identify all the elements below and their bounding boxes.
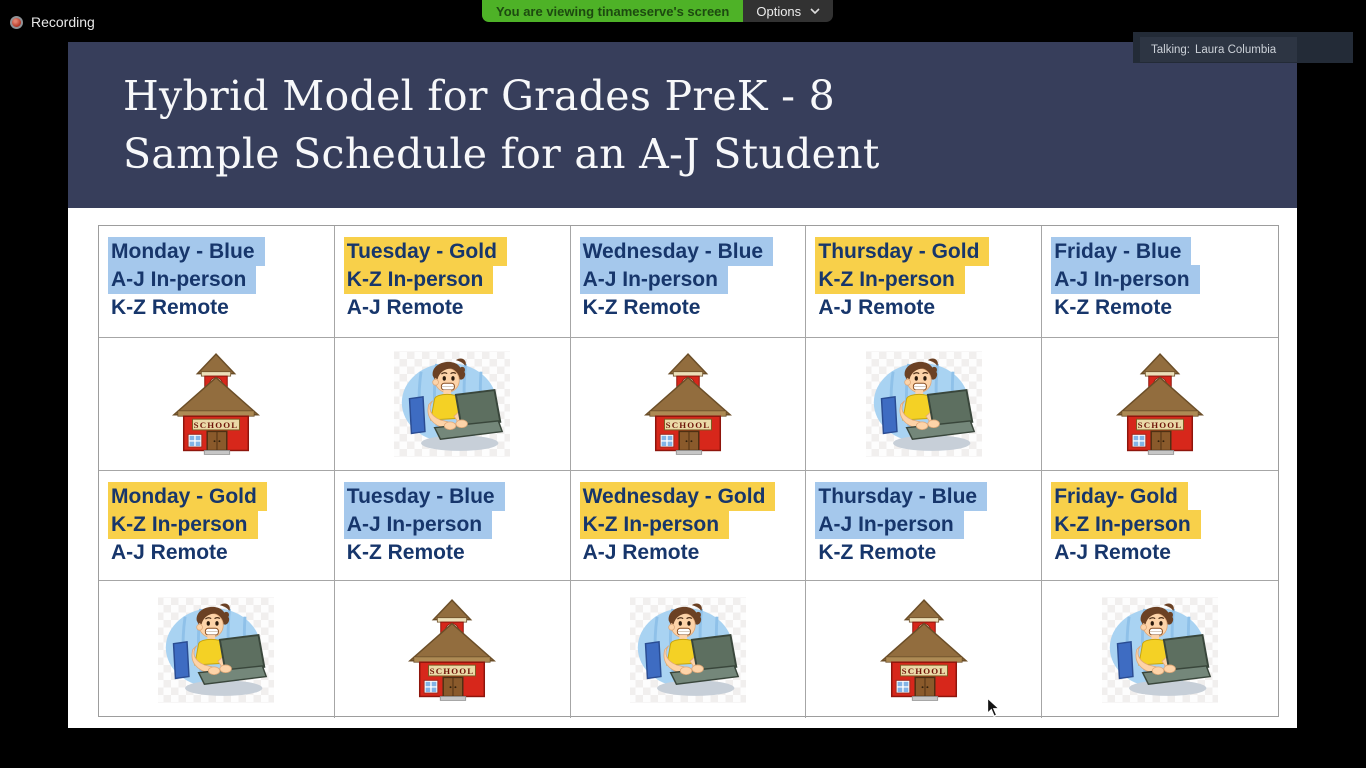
schedule-line: Wednesday - Gold [583, 483, 798, 511]
schedule-cell [1042, 581, 1278, 718]
schedule-line: K-Z Remote [1054, 296, 1173, 319]
student-laptop-icon [1102, 597, 1218, 703]
schedule-cell [1042, 338, 1278, 471]
schedule-line: A-J Remote [582, 541, 700, 564]
options-label: Options [756, 3, 802, 19]
schedule-line: A-J Remote [818, 296, 936, 319]
schedule-line: A-J Remote [1054, 541, 1171, 564]
student-laptop-icon [866, 351, 982, 457]
svg-text:SCHOOL: SCHOOL [429, 665, 475, 676]
student-laptop-icon [158, 597, 274, 703]
schedule-cell [806, 581, 1042, 718]
school-house-icon [643, 353, 733, 455]
chevron-down-icon [810, 8, 820, 14]
screen-share-banner [482, 0, 833, 22]
talking-label: Talking: [1151, 43, 1190, 56]
schedule-cell [335, 581, 571, 718]
schedule-line: K-Z In-person [347, 266, 562, 294]
school-house-icon [407, 599, 497, 701]
schedule-line: Friday- Gold [1054, 483, 1270, 511]
talking-indicator [1140, 37, 1297, 62]
schedule-cell [335, 226, 571, 338]
svg-text:SCHOOL: SCHOOL [665, 419, 711, 430]
schedule-cell [571, 471, 807, 581]
schedule-line: Wednesday - Blue [583, 238, 798, 266]
recording-dot-icon [10, 16, 23, 29]
schedule-line: Friday - Blue [1054, 238, 1270, 266]
student-laptop-icon [394, 351, 510, 457]
schedule-cell [99, 338, 335, 471]
slide-title-banner [68, 42, 1297, 208]
schedule-line: Thursday - Gold [818, 238, 1033, 266]
student-laptop-icon [630, 597, 746, 703]
school-house-icon [171, 353, 261, 455]
svg-text:SCHOOL: SCHOOL [1137, 419, 1183, 430]
presentation-slide [68, 42, 1297, 728]
schedule-cell [99, 471, 335, 581]
schedule-line: A-J In-person [818, 511, 1033, 539]
schedule-line: Monday - Blue [111, 238, 326, 266]
schedule-cell [571, 581, 807, 718]
schedule-line: A-J In-person [347, 511, 562, 539]
recording-label: Recording [31, 14, 95, 30]
schedule-cell [1042, 226, 1278, 338]
schedule-line: A-J Remote [346, 296, 464, 319]
schedule-cell [1042, 471, 1278, 581]
slide-title [68, 42, 1297, 183]
svg-text:SCHOOL: SCHOOL [194, 419, 239, 430]
participant-video-thumbnail [1133, 32, 1353, 63]
schedule-cell [571, 226, 807, 338]
schedule-line: K-Z In-person [818, 266, 1033, 294]
schedule-cell [806, 471, 1042, 581]
schedule-table [98, 225, 1279, 717]
schedule-line: K-Z Remote [582, 296, 701, 319]
schedule-line: K-Z In-person [583, 511, 798, 539]
svg-text:SCHOOL: SCHOOL [901, 665, 947, 676]
schedule-line: Tuesday - Gold [347, 238, 562, 266]
slide-title-line1: Hybrid Model for Grades PreK - 8 [123, 72, 836, 120]
schedule-line: Monday - Gold [111, 483, 326, 511]
options-button[interactable] [743, 0, 833, 22]
schedule-cell [335, 338, 571, 471]
schedule-line: A-J In-person [111, 266, 326, 294]
schedule-cell [335, 471, 571, 581]
schedule-line: K-Z Remote [818, 541, 937, 564]
talking-participant-name: Laura Columbia [1195, 43, 1277, 56]
schedule-line: K-Z Remote [346, 541, 465, 564]
schedule-line: K-Z Remote [111, 296, 229, 319]
schedule-line: A-J In-person [1054, 266, 1270, 294]
schedule-line: Tuesday - Blue [347, 483, 562, 511]
schedule-line: A-J In-person [583, 266, 798, 294]
slide-title-line2: Sample Schedule for an A-J Student [123, 130, 880, 178]
schedule-cell [806, 338, 1042, 471]
schedule-cell [99, 581, 335, 718]
schedule-line: K-Z In-person [1054, 511, 1270, 539]
viewing-screen-label: You are viewing tinameserve's screen [482, 0, 743, 22]
schedule-cell [806, 226, 1042, 338]
schedule-cell [571, 338, 807, 471]
school-house-icon [1115, 353, 1205, 455]
schedule-line: Thursday - Blue [818, 483, 1033, 511]
mouse-cursor [986, 697, 1001, 718]
recording-indicator [10, 14, 95, 30]
school-house-icon [879, 599, 969, 701]
schedule-line: K-Z In-person [111, 511, 326, 539]
schedule-line: A-J Remote [111, 541, 228, 564]
schedule-cell [99, 226, 335, 338]
